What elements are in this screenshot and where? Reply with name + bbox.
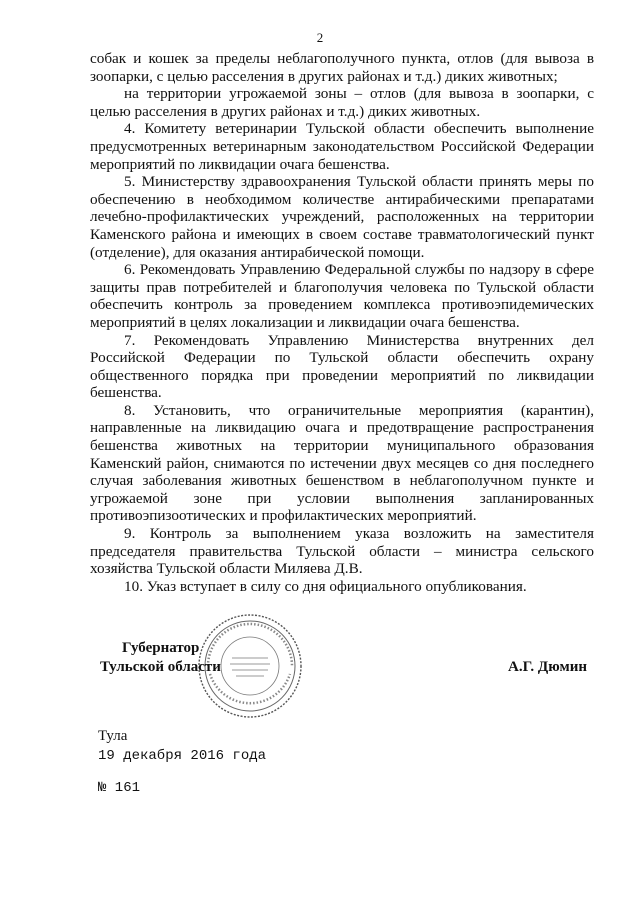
paragraph: 5. Министерству здравоохранения Тульской области принять меры по обеспечению в необходимом количестве антирабическими препаратами лечебно-профилактических учреждений, расположенных на территории Каменского района и имеющих в своем составе травматологический пункт (отделение), для оказания антирабической помощи. [90,173,594,261]
signatory-title-line2: Тульской области [100,659,221,675]
paragraph: на территории угрожаемой зоны – отлов (для вывоза в зоопарки, с целью расселения в других районах и т.д.) диких животных. [90,85,594,120]
paragraph: 9. Контроль за выполнением указа возложить на заместителя председателя правительства Тульской области – министра сельского хозяйства Тульской области Миляева Д.В. [90,525,594,578]
paragraph: 4. Комитету ветеринарии Тульской области обеспечить выполнение предусмотренных ветеринарным законодательством Российской Федерации мероприятий по ликвидации очага бешенства. [90,120,594,173]
document-body [90,50,594,595]
paragraph: 6. Рекомендовать Управлению Федеральной службы по надзору в сфере защиты прав потребителей и благополучия человека по Тульской области обеспечить контроль за проведением комплекса противоэпидемических мероприятий в целях локализации и ликвидации очага бешенства. [90,261,594,331]
paragraph: собак и кошек за пределы неблагополучного пункта, отлов (для вывоза в зоопарки, с целью расселения в других районах и т.д.) диких животных; [90,50,594,85]
paragraph: 10. Указ вступает в силу со дня официального опубликования. [124,577,527,595]
signatory-name: А.Г. Дюмин [508,659,588,675]
footer-number: № 161 [98,780,141,796]
footer-date: 19 декабря 2016 года [98,748,267,764]
page-number: 2 [316,30,324,45]
paragraph: 7. Рекомендовать Управлению Министерства внутренних дел Российской Федерации по Тульской области обеспечить охрану общественного порядка при проведении мероприятий по ликвидации бешенства. [90,331,594,402]
footer-city: Тула [98,728,128,744]
signatory-title-line1: Губернатор [122,640,200,656]
paragraph: 8. Установить, что ограничительные мероприятия (карантин), направленные на ликвидацию очага и предотвращение распространения бешенства животных на территории муниципального образования Каменский район, снимаются по истечении двух месяцев со дня последнего случая заболевания животных бешенством в неблагополучном пункте и угрожаемой зоне при условии выполнения запланированных противоэпизоотических и профилактических мероприятий. [90,401,594,525]
